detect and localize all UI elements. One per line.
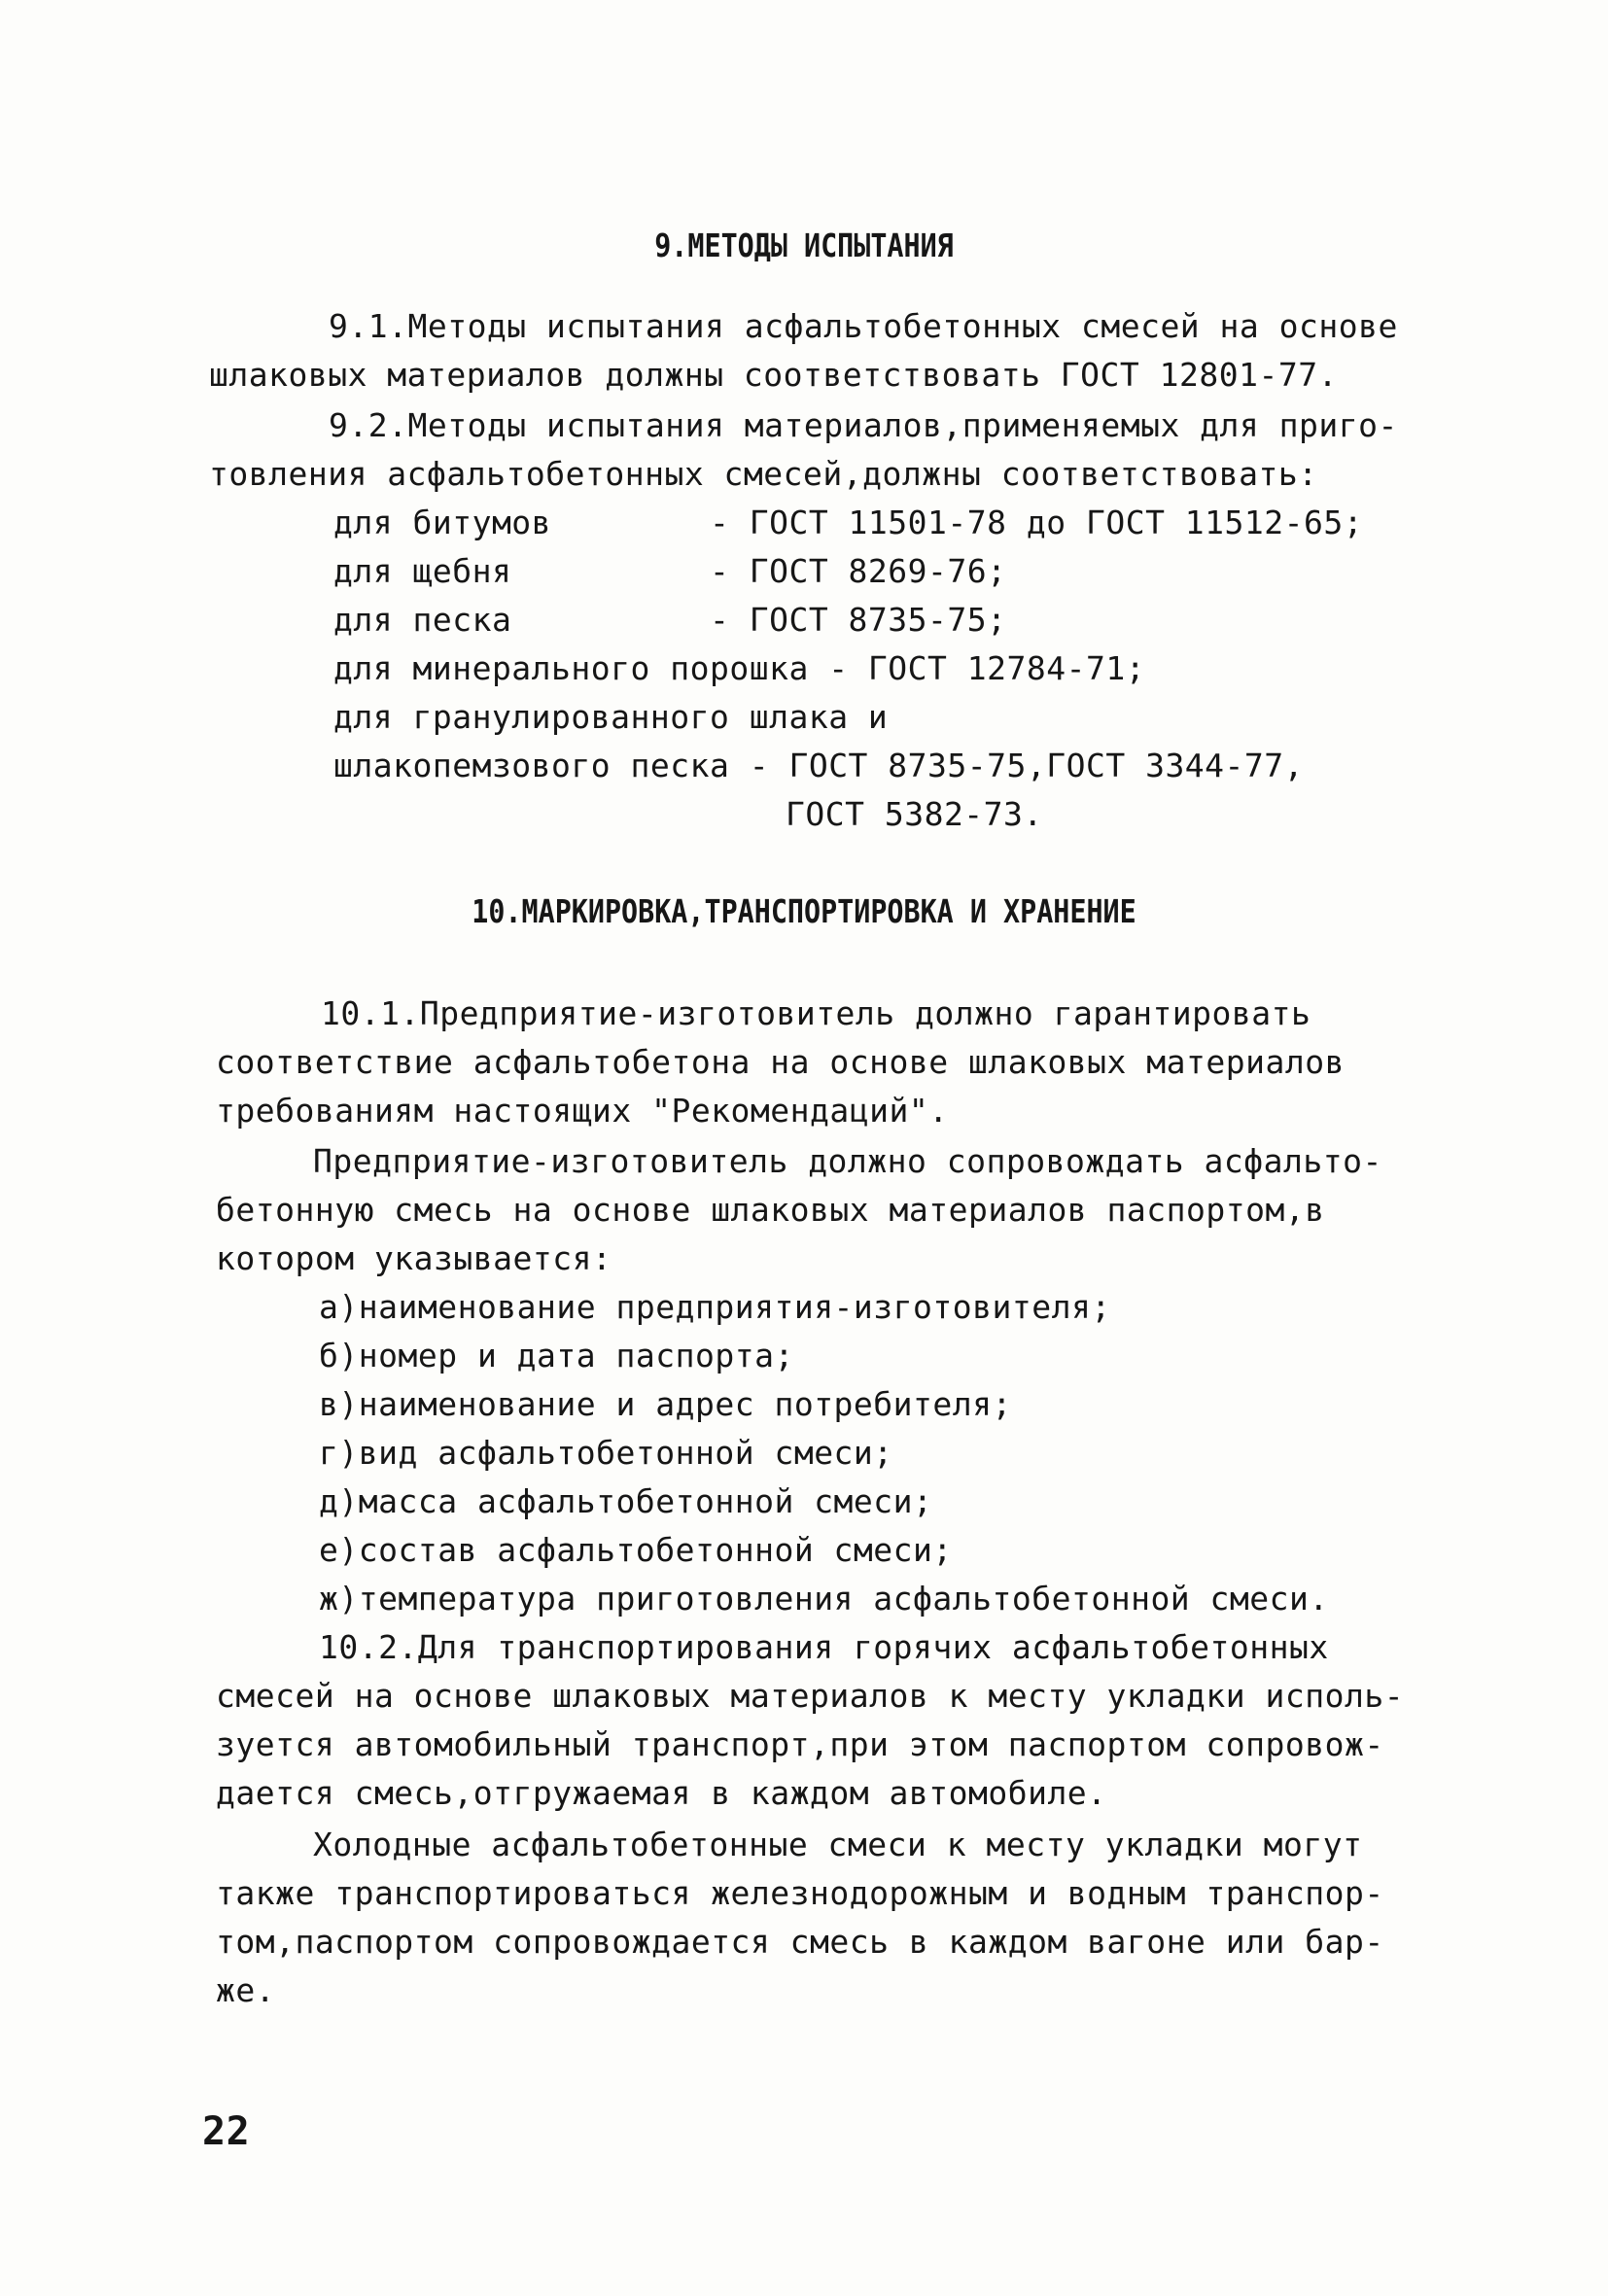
material-item-slag-pumice-sand: шлакопемзового песка - ГОСТ 8735-75,ГОСТ 3344-77, — [333, 747, 1305, 784]
passport-item-d: д)масса асфальтобетонной смеси; — [319, 1482, 933, 1520]
material-item-granulated-slag: для гранулированного шлака и — [333, 698, 889, 736]
paragraph-10-2b-line-3: том,паспортом сопровождается смесь в каждом вагоне или бар- — [216, 1923, 1384, 1961]
paragraph-10-2-line-1: 10.2.Для транспортирования горячих асфальтобетонных — [319, 1628, 1329, 1666]
material-item-sand: для песка - ГОСТ 8735-75; — [333, 601, 1007, 639]
paragraph-9-1-line-1: 9.1.Методы испытания асфальтобетонных смесей на основе — [329, 307, 1398, 345]
paragraph-10-2-line-2: смесей на основе шлаковых материалов к месту укладки исполь- — [216, 1677, 1405, 1715]
passport-item-b: б)номер и дата паспорта; — [319, 1337, 794, 1374]
paragraph-10-2-line-4: дается смесь,отгружаемая в каждом автомобиле. — [216, 1774, 1107, 1812]
paragraph-10-2-line-3: зуется автомобильный транспорт,при этом паспортом сопровож- — [216, 1725, 1384, 1763]
paragraph-10-1-line-1: 10.1.Предприятие-изготовитель должно гарантировать — [321, 994, 1311, 1032]
passport-item-v: в)наименование и адрес потребителя; — [319, 1385, 1012, 1423]
paragraph-10-2b-line-2: также транспортироваться железнодорожным и водным транспор- — [216, 1874, 1384, 1912]
material-item-bitumen: для битумов - ГОСТ 11501-78 до ГОСТ 11512-65; — [333, 504, 1364, 541]
section-10-heading: 10.МАРКИРОВКА,ТРАНСПОРТИРОВКА И ХРАНЕНИЕ — [472, 892, 1136, 930]
paragraph-10-2b-line-1: Холодные асфальтобетонные смеси к месту укладки могут — [313, 1826, 1363, 1863]
paragraph-10-1b-line-1: Предприятие-изготовитель должно сопровождать асфальто- — [313, 1142, 1382, 1180]
paragraph-9-2-line-2: товления асфальтобетонных смесей,должны соответствовать: — [209, 455, 1318, 493]
section-9-heading: 9.МЕТОДЫ ИСПЫТАНИЯ — [654, 226, 954, 264]
paragraph-9-2-line-1: 9.2.Методы испытания материалов,применяемых для приго- — [329, 406, 1398, 444]
passport-item-e: е)состав асфальтобетонной смеси; — [319, 1531, 953, 1569]
material-item-crushed-stone: для щебня - ГОСТ 8269-76; — [333, 552, 1007, 590]
material-item-mineral-powder: для минерального порошка - ГОСТ 12784-71; — [333, 649, 1146, 687]
paragraph-9-1-line-2: шлаковых материалов должны соответствовать ГОСТ 12801-77. — [209, 356, 1338, 394]
page-number: 22 — [202, 2109, 251, 2154]
passport-item-zh: ж)температура приготовления асфальтобетонной смеси. — [319, 1580, 1329, 1618]
paragraph-10-2b-line-4: же. — [216, 1971, 276, 2009]
paragraph-10-1b-line-2: бетонную смесь на основе шлаковых материалов паспортом,в — [216, 1191, 1325, 1229]
paragraph-10-1-line-3: требованиям настоящих "Рекомендаций". — [216, 1092, 949, 1130]
material-item-standard-continuation: ГОСТ 5382-73. — [786, 795, 1043, 833]
paragraph-10-1b-line-3: котором указывается: — [216, 1239, 612, 1277]
passport-item-g: г)вид асфальтобетонной смеси; — [319, 1434, 893, 1472]
paragraph-10-1-line-2: соответствие асфальтобетона на основе шлаковых материалов — [216, 1043, 1345, 1081]
passport-item-a: а)наименование предприятия-изготовителя; — [319, 1288, 1111, 1326]
